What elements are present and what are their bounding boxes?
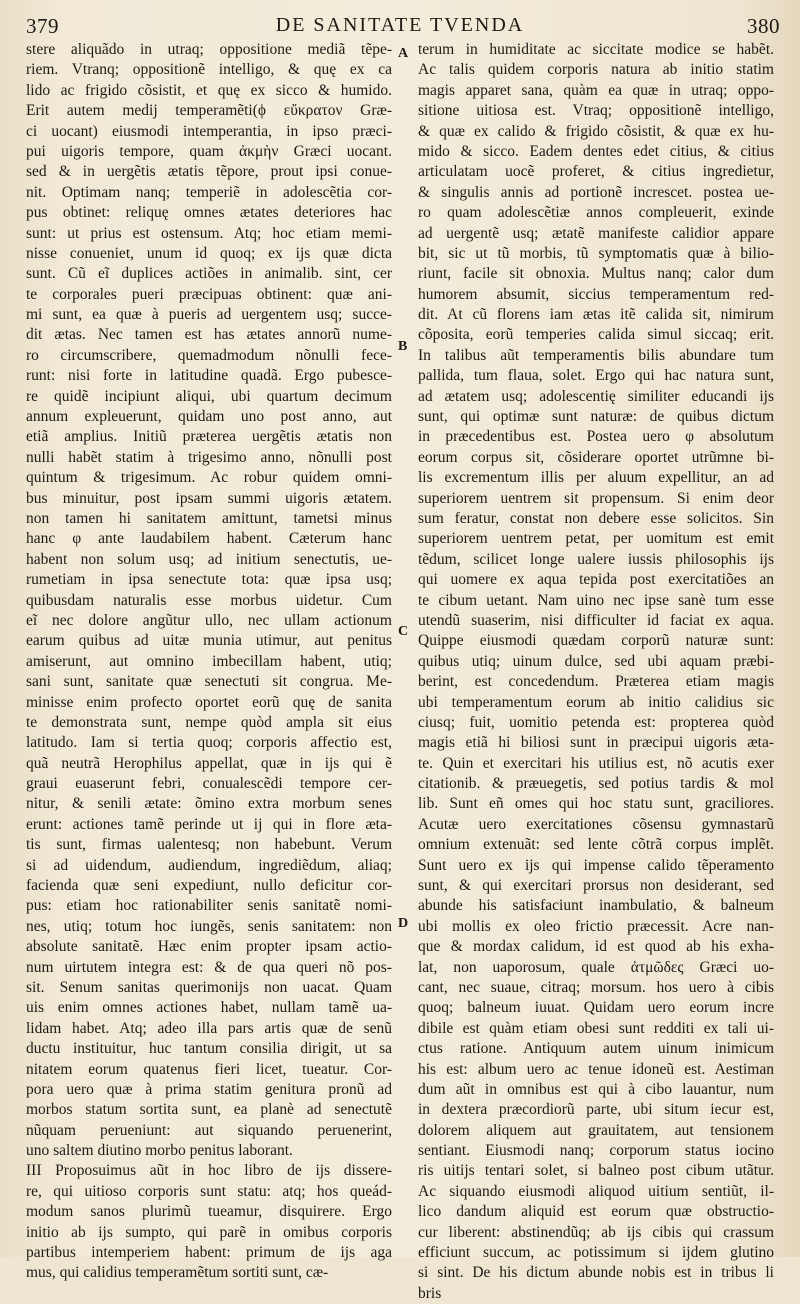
text-line: & singulis annis ad portionẽ increscet. postea ue- <box>418 183 774 201</box>
text-line: ad uergentẽ usq; ætatẽ manifeste calidior appare <box>418 224 774 242</box>
text-line: sani sunt, sanitate quæ senectuti sit congrua. Me- <box>26 673 392 691</box>
text-line: morbos statum sortita sunt, ea planè ad senectutẽ <box>26 1101 392 1119</box>
text-line: Ac siquando eiusmodi aliquod uitium sentiũt, il- <box>418 1182 774 1200</box>
text-line: mido & sicco. Eadem dentes edet citius, & citius <box>418 142 774 160</box>
text-line: riunt, facile sit obnoxia. Multus nanq; calor dum <box>418 265 774 283</box>
text-line: dum aũt in omnibus est qui à cibo lauantur, num <box>418 1080 774 1098</box>
text-line: initio ab ijs sumpto, qui parẽ in omibus corporis <box>26 1223 392 1241</box>
text-line: pora uero quæ à prima statim genitura pronũ ad <box>26 1080 392 1098</box>
text-line: dolorem aliquem aut grauitatem, aut tensionem <box>418 1121 774 1139</box>
text-line: pus obtinet: reliquę omnes ætates deteriores hac <box>26 204 392 222</box>
text-line: ro quam adolescẽtiæ annos compleuerit, exinde <box>418 204 774 222</box>
text-line: riem. Vtranq; oppositionẽ intelligo, & quę ex ca <box>26 61 392 79</box>
text-line: quintum & trigesimum. Ac robur quidem omni- <box>26 469 392 487</box>
text-line: facienda quæ seni expediunt, nullo deficitur cor- <box>26 877 392 895</box>
text-line: abunde his satisfaciunt inambulatio, & balneum <box>418 897 774 915</box>
text-line: articulatam uocẽ proferet, & citius ingredietur, <box>418 163 774 181</box>
marginal-letter-b: B <box>398 339 408 354</box>
text-line: sitione uitiosa est. Vtraq; oppositionẽ intelligo, <box>418 102 774 120</box>
text-line: lib. Sunt eñ omes qui hoc statu sunt, graciliores. <box>418 795 774 813</box>
text-line: nit. Optimam nanq; temperiẽ in adolescẽtia cor- <box>26 183 392 201</box>
text-line: cõposita, eorũ temperies calida simul siccaq; erit. <box>418 326 774 344</box>
text-line: ubi mollis ex oleo frictio præcessit. Acre nan- <box>418 917 774 935</box>
text-line: uis enim omnes actiones habet, nullam tamẽ ua- <box>26 999 392 1017</box>
text-line: ductu instituitur, huc tantum consilia dirigit, ut sa <box>26 1040 392 1058</box>
text-line: ubi temperamentum eorum ab initio calidius sic <box>418 693 774 711</box>
text-line: nes, utiq; totum hoc iungẽs, senis sanitatem: non <box>26 917 392 935</box>
text-line: sunt: ut prius est ostensum. Atq; hoc etiam memi- <box>26 224 392 242</box>
text-line: bus minuitur, post ipsam summi uigoris ætatem. <box>26 489 392 507</box>
text-line: quoq; balneum iuuat. Quidam uero eorum incre <box>418 999 774 1017</box>
text-line: rumetiam in ipsa senectute tota: quæ ipsa usq; <box>26 571 392 589</box>
text-line: Quippe eiusmodi quædam corporũ naturæ sunt: <box>418 632 774 650</box>
text-line: quibus utiq; uinum dulce, sed ubi aquam præbi- <box>418 652 774 670</box>
text-line: amiserunt, aut omnino imbecillam habent, utiq; <box>26 652 392 670</box>
text-line: & quæ ex calido & frigido cõsistit, & quæ ex hu- <box>418 122 774 140</box>
text-line: hanc φ ante laudabilem habent. Cæterum hanc <box>26 530 392 548</box>
text-line: sum feratur, constat non debere esse solicitos. Sin <box>418 509 774 527</box>
text-line: terum in humiditate ac siccitate modice se habẽt. <box>418 41 774 58</box>
text-line: num uirtutem integra est: & de qua queri nõ pos- <box>26 958 392 976</box>
text-column-left <box>26 40 392 1284</box>
running-header <box>0 8 800 42</box>
text-line: sunt. Cũ eĩ duplices actiões in animalib. sint, cer <box>26 265 392 283</box>
text-line: Ac talis quidem corporis natura ab initio statim <box>418 61 774 79</box>
text-line: tis sunt, firmas ualentesq; non habebunt. Verum <box>26 836 392 854</box>
text-line: te. Quin et exercitari his utilius est, nõ acutis exer <box>418 754 774 772</box>
text-line: ro circumscribere, quemadmodum nõnulli fece- <box>26 346 392 364</box>
text-line: nitatem eorum quatenus fieri licet, tueatur. Cor- <box>26 1060 392 1078</box>
text-line: lidam habet. Atq; adeo illa pars artis quæ de senũ <box>26 1019 392 1037</box>
text-line: bris <box>418 1284 442 1302</box>
text-line: runt: nisi forte in latitudine quadã. Ergo pubesce- <box>26 367 392 385</box>
text-line: sed & in uergẽtis ætatis tẽpore, prout ipsi conue- <box>26 163 392 181</box>
text-line: magis etiã hi biliosi sunt in præcipui uigoris æta- <box>418 734 774 752</box>
text-line: ciusq; fuit, uomitio petenda est: propterea quòd <box>418 713 774 731</box>
text-line: Acutæ uero exercitationes cõsensu gymnastarũ <box>418 815 774 833</box>
text-line: In talibus aũt temperamentis bilis abundare tum <box>418 346 774 364</box>
text-line: si sint. De his dictum abunde nobis est in tribus li <box>418 1264 774 1282</box>
text-line: Sunt uero ex ijs qui impense calido tẽperamento <box>418 856 774 874</box>
page-number-right: 380 <box>747 14 780 38</box>
text-line: ad ætatem usq; adolescentię similiter educandi ijs <box>418 387 774 405</box>
text-line: superiorem uentrem sit propensum. Si enim deor <box>418 489 774 507</box>
text-line: ris uitijs tentari solet, si balneo post cibum utãtur. <box>418 1162 774 1180</box>
text-line: cur liberent: abstinendũq; ab ijs cibis qui crassum <box>418 1223 774 1241</box>
text-line: citationib. & præuegetis, sed potius tardis & mol <box>418 775 774 793</box>
text-line: nisse conueniet, unum id quoq; ex ijs quæ dicta <box>26 244 392 262</box>
text-line: Erit autem medij temperamẽti(ϕ εὔκρατον Græ- <box>26 102 392 120</box>
text-line: annum expleuerunt, quidam uno post anno, aut <box>26 408 392 426</box>
text-line: minisse enim profecto oportet eorũ quę de sanita <box>26 693 392 711</box>
text-line: nitur, & senili ætate: õmino extra morbum senes <box>26 795 392 813</box>
text-line: pui uigoris tempore, quam ἀκμὴν Græci uocant. <box>26 142 392 160</box>
text-line: pallida, tum flaua, solet. Ergo qui hac natura sunt, <box>418 367 774 385</box>
text-line: quã neutrã Herophilus appellat, quæ in ijs qui ẽ <box>26 754 392 772</box>
text-line: in dextera præcordiorũ parte, ubi situm iecur est, <box>418 1101 774 1119</box>
text-line: que & mordax calidum, id est quod ab his exha- <box>418 938 774 956</box>
text-line: III Proposuimus aũt in hoc libro de ijs dissere- <box>26 1162 392 1180</box>
text-line: efficiunt succum, ac potissimum si ijdem glutino <box>418 1244 774 1262</box>
text-line: re, qui uitioso corporis sunt statu: atq; hos queád- <box>26 1182 392 1200</box>
text-line: bit, sic ut tũ morbis, tũ symptomatis quæ à bilio- <box>418 244 774 262</box>
text-line: lido ac frigido cõsistit, et quę ex sicco & humido. <box>26 81 392 99</box>
text-line: uno saltem diutino morbo penitus laborant. <box>26 1142 293 1160</box>
text-line: etiã amplius. Initiũ præterea uergẽtis ætatis non <box>26 428 392 446</box>
text-line: earum quibus ad uitæ munia utimur, aut penitus <box>26 632 392 650</box>
text-line: his est: album uero ac tenue idoneũ est. Aestiman <box>418 1060 774 1078</box>
text-line: eorum corpus sit, cõsiderare oportet utrũmne bi- <box>418 448 774 466</box>
text-line: tẽdum, scilicet longe ualere iussis philosophis ijs <box>418 550 774 568</box>
text-line: te cibum uetant. Nam uino nec ipse sanè tum esse <box>418 591 774 609</box>
text-line: lico dandum aliquid est eorum quæ obstructio- <box>418 1203 774 1221</box>
text-line: te corporales pueri præcipuas obtinent: quæ ani- <box>26 285 392 303</box>
marginal-letter-c: C <box>398 624 409 639</box>
text-line: sunt, qui optimæ sunt naturæ: de quibus dictum <box>418 408 774 426</box>
text-line: qui uomere ex aqua tepida post exercitatiões an <box>418 571 774 589</box>
marginal-letter-d: D <box>398 916 409 931</box>
text-line: re quidẽ incipiunt aliqui, ubi quartum decimum <box>26 387 392 405</box>
text-line: quibusdam naturalis esse morbus uidetur. Cum <box>26 591 392 609</box>
text-line: sunt, & qui exercitari prorsus non desiderant, sed <box>418 877 774 895</box>
running-title: DE SANITATE TVENDA <box>275 14 525 36</box>
text-line: stere aliquãdo in utraq; oppositione mediã tẽpe- <box>26 41 392 58</box>
page-number-left: 379 <box>26 14 59 38</box>
text-line: nũquam perueniunt: aut siquando peruenerint, <box>26 1121 392 1139</box>
text-line: non tamen hi sanitatem amittunt, tametsi minus <box>26 509 392 527</box>
text-line: lis excrementum illis per aluum expellitur, an ad <box>418 469 774 487</box>
text-line: berint, est concedendum. Præterea etiam magis <box>418 673 774 691</box>
text-line: magis apparet sana, quàm ea quæ in utraq; oppo- <box>418 81 774 99</box>
text-line: pus: etiam hoc rationabiliter senis sanitatẽ nomi- <box>26 897 392 915</box>
text-line: mus, qui calidius temperamẽtum sortiti sunt, cæ- <box>26 1264 329 1282</box>
text-line: latitudo. Iam si tertia quoq; corporis affectio est, <box>26 734 392 752</box>
text-line: graui euaserunt febri, conualescẽdi tempore cer- <box>26 775 392 793</box>
text-line: si ad uidendum, audiendum, ingrediẽdum, aliaq; <box>26 856 392 874</box>
text-line: absolute sanitatẽ. Hæc enim propter ipsam actio- <box>26 938 392 956</box>
text-line: sentiant. Eiusmodi nanq; corporum status iocino <box>418 1142 774 1160</box>
text-line: habent non solum usq; ad initium senectutis, ue- <box>26 550 392 568</box>
text-line: humorem absumit, siccius temperamentum red- <box>418 285 774 303</box>
text-line: ctus ratione. Antiquum autem uinum inimicum <box>418 1040 774 1058</box>
text-line: nulli habẽt statim à trigesimo anno, nõnulli post <box>26 448 392 466</box>
text-line: ci uocant) eiusmodi intemperantia, in ipso præci- <box>26 122 392 140</box>
text-line: in præcedentibus est. Postea uero φ absolutum <box>418 428 774 446</box>
text-line: modum sanos plurimũ tueamur, disquirere. Ergo <box>26 1203 392 1221</box>
text-line: lat, non uaporosum, quale ἀτμῶδες Græci uo- <box>418 958 774 976</box>
text-line: dit. At cũ florens iam ætas itẽ calida sit, nimirum <box>418 306 774 324</box>
text-line: te demonstrata sunt, nempe quòd ampla sit eius <box>26 713 392 731</box>
text-line: dibile est quàm etiam obesi sunt redditi ex tali ui- <box>418 1019 774 1037</box>
text-line: omnium extenuãt: sed lente cõtrã corpus implẽt. <box>418 836 774 854</box>
text-line: mi sunt, ea quæ à pueris ad uergentem usq; succe- <box>26 306 392 324</box>
text-line: cant, nec suaue, citraq; morsum. hos uero à cibis <box>418 978 774 996</box>
text-line: partibus intemperiem habent: primum de ijs aga <box>26 1244 392 1262</box>
text-line: eĩ nec dolore angũtur ullo, nec ullam actionum <box>26 611 392 629</box>
text-line: utendũ suaserim, nisi difficulter id faciat ex aqua. <box>418 611 774 629</box>
text-column-right <box>418 40 774 1304</box>
text-line: superiorem uentrem petat, per uomitum est emit <box>418 530 774 548</box>
text-line: sit. Senum sanitas querimonijs non uacat. Quam <box>26 978 392 996</box>
text-line: dit ætas. Nec tamen est has ætates annorũ nume- <box>26 326 392 344</box>
text-line: erunt: actiones tamẽ perinde ut ij qui in flore æta- <box>26 815 392 833</box>
marginal-letter-a: A <box>398 46 409 61</box>
